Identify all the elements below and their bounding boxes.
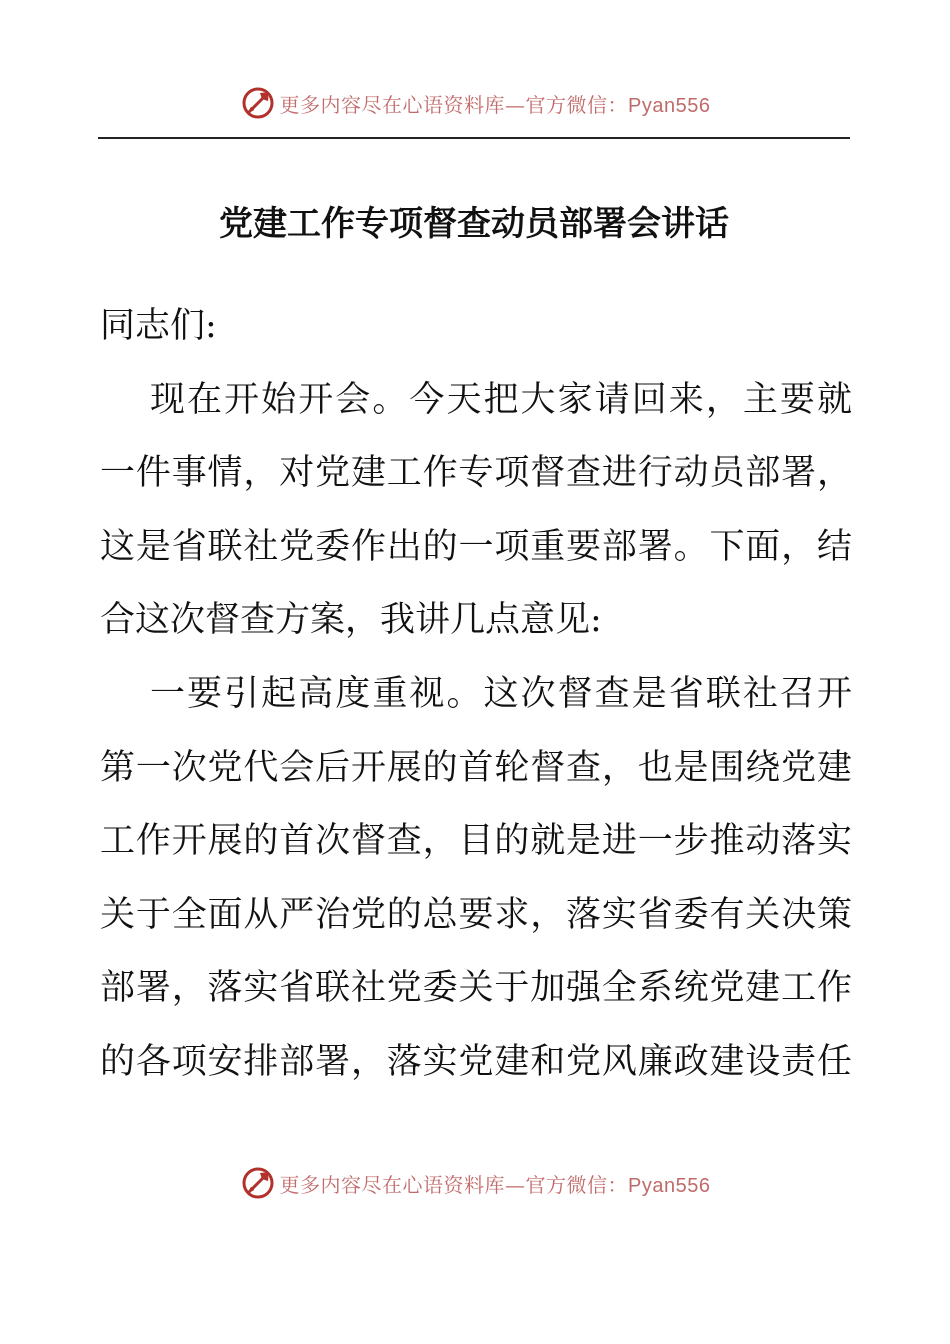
paragraph-line: 关于全面从严治党的总要求，落实省委有关决策 <box>100 894 852 935</box>
footer-wechat-id: Pyan556 <box>628 1174 711 1197</box>
paragraph-line: 现在开始开会。今天把大家请回来，主要就 <box>150 379 852 420</box>
paragraph-line: 工作开展的首次督查，目的就是进一步推动落实 <box>100 821 852 862</box>
paragraph-line: 这是省联社党委作出的一项重要部署。下面，结 <box>100 526 852 567</box>
quill-pen-logo-icon <box>240 1165 276 1201</box>
quill-pen-logo-icon <box>240 85 276 121</box>
header-divider <box>98 137 850 139</box>
paragraph-line: 合这次督查方案，我讲几点意见: <box>100 600 602 641</box>
header-banner <box>0 78 950 128</box>
footer-banner <box>0 1158 950 1208</box>
paragraph-line: 一要引起高度重视。这次督查是省联社召开 <box>150 673 852 714</box>
header-banner-text: 更多内容尽在心语资料库—官方微信：Pyan556 <box>279 92 711 117</box>
salutation: 同志们: <box>100 306 217 346</box>
header-wechat-id: Pyan556 <box>628 94 711 117</box>
paragraph-line: 第一次党代会后开展的首轮督查，也是围绕党建 <box>100 747 852 788</box>
footer-banner-text: 更多内容尽在心语资料库—官方微信：Pyan556 <box>279 1172 711 1197</box>
paragraph-line: 部署，落实省联社党委关于加强全系统党建工作 <box>100 968 852 1009</box>
document-body <box>100 290 852 1100</box>
paragraph-line: 的各项安排部署，落实党建和党风廉政建设责任 <box>100 1041 852 1082</box>
paragraph-line: 一件事情，对党建工作专项督查进行动员部署， <box>100 453 852 494</box>
document-title: 党建工作专项督查动员部署会讲话 <box>219 204 729 244</box>
